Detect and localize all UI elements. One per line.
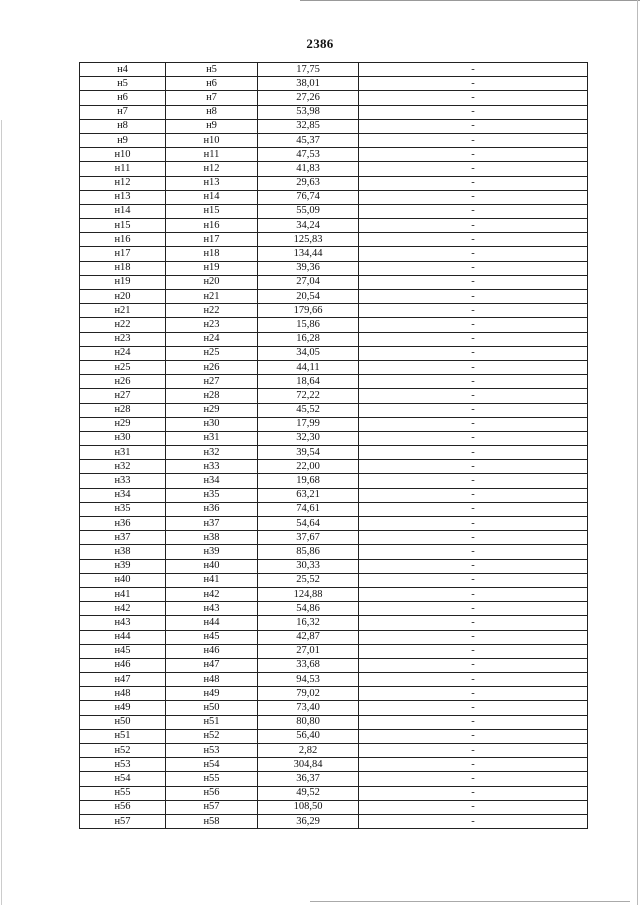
table-row [80,729,588,743]
cell-note: - [359,148,588,162]
cell-point-to: н24 [166,332,258,346]
cell-point-to: н13 [166,176,258,190]
cell-length: 30,33 [258,559,359,573]
cell-point-to: н22 [166,304,258,318]
cell-length: 56,40 [258,729,359,743]
cell-note: - [359,715,588,729]
cell-point-to: н54 [166,758,258,772]
table-row [80,233,588,247]
cell-note: - [359,758,588,772]
cell-point-to: н32 [166,446,258,460]
cell-point-to: н31 [166,431,258,445]
cell-point-to: н14 [166,190,258,204]
scan-edge-bottom [310,901,630,902]
table-row [80,758,588,772]
cell-point-to: н15 [166,204,258,218]
cell-note: - [359,290,588,304]
cell-note: - [359,630,588,644]
cell-point-to: н38 [166,531,258,545]
cell-point-from: н41 [80,587,166,601]
cell-length: 25,52 [258,573,359,587]
cell-length: 42,87 [258,630,359,644]
cell-point-from: н37 [80,531,166,545]
cell-length: 124,88 [258,587,359,601]
table-row [80,105,588,119]
cell-length: 38,01 [258,77,359,91]
table-row [80,148,588,162]
cell-point-to: н51 [166,715,258,729]
cell-point-to: н30 [166,417,258,431]
cell-length: 73,40 [258,701,359,715]
cell-length: 15,86 [258,318,359,332]
table-row [80,587,588,601]
cell-length: 32,85 [258,119,359,133]
cell-length: 39,36 [258,261,359,275]
cell-note: - [359,332,588,346]
cell-note: - [359,502,588,516]
cell-length: 80,80 [258,715,359,729]
table-row [80,531,588,545]
scan-edge-top [300,0,640,1]
cell-point-to: н20 [166,275,258,289]
cell-note: - [359,814,588,828]
cell-length: 74,61 [258,502,359,516]
cell-note: - [359,729,588,743]
cell-point-from: н19 [80,275,166,289]
table-row [80,91,588,105]
cell-length: 18,64 [258,375,359,389]
table-row [80,460,588,474]
cell-point-to: н42 [166,587,258,601]
cell-length: 179,66 [258,304,359,318]
cell-point-from: н10 [80,148,166,162]
cell-point-from: н20 [80,290,166,304]
cell-length: 85,86 [258,545,359,559]
cell-point-to: н33 [166,460,258,474]
cell-point-from: н16 [80,233,166,247]
cell-length: 39,54 [258,446,359,460]
cell-length: 53,98 [258,105,359,119]
table-row [80,63,588,77]
cell-note: - [359,176,588,190]
cell-point-from: н21 [80,304,166,318]
cell-length: 45,37 [258,133,359,147]
cell-note: - [359,658,588,672]
table-row [80,502,588,516]
table-row [80,304,588,318]
cell-point-from: н13 [80,190,166,204]
cell-note: - [359,375,588,389]
table-row [80,389,588,403]
table-row [80,375,588,389]
cell-point-from: н25 [80,360,166,374]
cell-length: 63,21 [258,488,359,502]
cell-length: 29,63 [258,176,359,190]
cell-note: - [359,63,588,77]
cell-point-from: н24 [80,346,166,360]
cell-point-to: н55 [166,772,258,786]
table-row [80,261,588,275]
cell-note: - [359,318,588,332]
cell-note: - [359,545,588,559]
cell-note: - [359,77,588,91]
table-row [80,517,588,531]
cell-point-to: н37 [166,517,258,531]
cell-note: - [359,616,588,630]
cell-note: - [359,460,588,474]
table-row [80,545,588,559]
cell-point-to: н21 [166,290,258,304]
cell-point-to: н19 [166,261,258,275]
cell-point-to: н50 [166,701,258,715]
cell-point-to: н29 [166,403,258,417]
cell-point-to: н57 [166,800,258,814]
cell-note: - [359,133,588,147]
cell-point-to: н10 [166,133,258,147]
cell-point-from: н14 [80,204,166,218]
cell-point-from: н40 [80,573,166,587]
table-row [80,786,588,800]
cell-point-from: н23 [80,332,166,346]
cell-note: - [359,488,588,502]
cell-length: 16,32 [258,616,359,630]
cell-point-to: н43 [166,602,258,616]
cell-point-from: н36 [80,517,166,531]
cell-point-to: н26 [166,360,258,374]
cell-point-to: н18 [166,247,258,261]
cell-length: 72,22 [258,389,359,403]
cell-point-from: н15 [80,219,166,233]
cell-point-to: н52 [166,729,258,743]
cell-point-from: н7 [80,105,166,119]
cell-note: - [359,204,588,218]
table-row [80,644,588,658]
cell-length: 125,83 [258,233,359,247]
cell-note: - [359,701,588,715]
cell-note: - [359,417,588,431]
cell-note: - [359,162,588,176]
cell-point-to: н49 [166,687,258,701]
table-row [80,219,588,233]
cell-point-from: н46 [80,658,166,672]
cell-note: - [359,446,588,460]
cell-length: 34,24 [258,219,359,233]
cell-point-to: н9 [166,119,258,133]
cell-point-to: н17 [166,233,258,247]
cell-point-to: н53 [166,744,258,758]
cell-point-to: н36 [166,502,258,516]
cell-length: 76,74 [258,190,359,204]
cell-point-from: н35 [80,502,166,516]
cell-point-to: н34 [166,474,258,488]
cell-note: - [359,744,588,758]
cell-note: - [359,559,588,573]
cell-length: 36,29 [258,814,359,828]
cell-length: 17,75 [258,63,359,77]
table-row [80,290,588,304]
cell-point-from: н27 [80,389,166,403]
table-row [80,559,588,573]
cell-note: - [359,772,588,786]
cell-note: - [359,190,588,204]
table-row [80,360,588,374]
cell-length: 2,82 [258,744,359,758]
cell-length: 41,83 [258,162,359,176]
cell-length: 49,52 [258,786,359,800]
cell-note: - [359,431,588,445]
cell-note: - [359,786,588,800]
table-row [80,332,588,346]
cell-point-from: н5 [80,77,166,91]
table-row [80,346,588,360]
cell-note: - [359,233,588,247]
cell-point-from: н30 [80,431,166,445]
cell-length: 22,00 [258,460,359,474]
cell-point-to: н23 [166,318,258,332]
cell-length: 54,86 [258,602,359,616]
cell-point-from: н54 [80,772,166,786]
cell-point-to: н7 [166,91,258,105]
cell-length: 44,11 [258,360,359,374]
cell-note: - [359,800,588,814]
cell-length: 16,28 [258,332,359,346]
cell-length: 134,44 [258,247,359,261]
cell-note: - [359,304,588,318]
cell-note: - [359,389,588,403]
cell-point-to: н46 [166,644,258,658]
cell-point-to: н44 [166,616,258,630]
cell-point-from: н49 [80,701,166,715]
boundary-segments-table [79,62,588,829]
cell-point-to: н8 [166,105,258,119]
cell-point-from: н55 [80,786,166,800]
cell-point-from: н17 [80,247,166,261]
table-row [80,318,588,332]
cell-note: - [359,346,588,360]
cell-point-from: н50 [80,715,166,729]
cell-note: - [359,687,588,701]
cell-point-from: н52 [80,744,166,758]
cell-point-to: н41 [166,573,258,587]
cell-point-from: н9 [80,133,166,147]
table-row [80,488,588,502]
cell-point-from: н38 [80,545,166,559]
cell-point-from: н12 [80,176,166,190]
cell-note: - [359,403,588,417]
table-row [80,133,588,147]
cell-note: - [359,474,588,488]
cell-point-from: н42 [80,602,166,616]
table-row [80,162,588,176]
cell-length: 20,54 [258,290,359,304]
cell-point-to: н39 [166,545,258,559]
table-row [80,658,588,672]
cell-length: 304,84 [258,758,359,772]
table-row [80,417,588,431]
table-row [80,403,588,417]
cell-point-from: н34 [80,488,166,502]
page-number: 2386 [306,36,334,51]
table-row [80,119,588,133]
cell-note: - [359,517,588,531]
table-row [80,204,588,218]
cell-length: 94,53 [258,673,359,687]
cell-point-from: н43 [80,616,166,630]
table-row [80,715,588,729]
cell-point-from: н32 [80,460,166,474]
cell-length: 19,68 [258,474,359,488]
cell-length: 108,50 [258,800,359,814]
table-row [80,630,588,644]
cell-point-from: н51 [80,729,166,743]
cell-point-from: н18 [80,261,166,275]
table-row [80,800,588,814]
cell-length: 27,04 [258,275,359,289]
cell-point-from: н45 [80,644,166,658]
cell-length: 36,37 [258,772,359,786]
cell-length: 37,67 [258,531,359,545]
cell-point-from: н44 [80,630,166,644]
cell-point-from: н11 [80,162,166,176]
cell-point-from: н53 [80,758,166,772]
cell-point-from: н8 [80,119,166,133]
cell-length: 27,01 [258,644,359,658]
table-row [80,616,588,630]
cell-point-to: н16 [166,219,258,233]
cell-point-to: н12 [166,162,258,176]
cell-length: 55,09 [258,204,359,218]
table-row [80,275,588,289]
cell-length: 27,26 [258,91,359,105]
table-row [80,190,588,204]
cell-length: 79,02 [258,687,359,701]
cell-point-to: н47 [166,658,258,672]
cell-point-to: н48 [166,673,258,687]
table-row [80,602,588,616]
cell-note: - [359,119,588,133]
cell-point-to: н11 [166,148,258,162]
scan-edge-right [637,0,638,905]
cell-point-from: н22 [80,318,166,332]
table-row [80,176,588,190]
table-row [80,431,588,445]
cell-note: - [359,275,588,289]
table-row [80,446,588,460]
cell-note: - [359,261,588,275]
cell-point-from: н6 [80,91,166,105]
table-row [80,573,588,587]
table-row [80,772,588,786]
cell-note: - [359,105,588,119]
table-row [80,247,588,261]
cell-length: 33,68 [258,658,359,672]
cell-note: - [359,531,588,545]
cell-point-from: н33 [80,474,166,488]
cell-length: 17,99 [258,417,359,431]
cell-point-to: н27 [166,375,258,389]
cell-length: 34,05 [258,346,359,360]
cell-note: - [359,219,588,233]
table-row [80,814,588,828]
cell-length: 54,64 [258,517,359,531]
cell-point-to: н6 [166,77,258,91]
cell-note: - [359,602,588,616]
table-row [80,673,588,687]
table-row [80,687,588,701]
cell-point-from: н28 [80,403,166,417]
cell-point-to: н35 [166,488,258,502]
cell-point-from: н4 [80,63,166,77]
cell-point-to: н40 [166,559,258,573]
scan-edge-left [1,120,2,905]
cell-point-from: н47 [80,673,166,687]
cell-note: - [359,247,588,261]
table-row [80,77,588,91]
table-row [80,701,588,715]
cell-note: - [359,360,588,374]
cell-length: 45,52 [258,403,359,417]
cell-length: 32,30 [258,431,359,445]
cell-point-to: н28 [166,389,258,403]
cell-point-to: н25 [166,346,258,360]
table-row [80,474,588,488]
table-row [80,744,588,758]
cell-note: - [359,573,588,587]
cell-note: - [359,644,588,658]
cell-point-from: н48 [80,687,166,701]
cell-point-to: н45 [166,630,258,644]
cell-point-from: н26 [80,375,166,389]
cell-point-from: н56 [80,800,166,814]
cell-point-to: н58 [166,814,258,828]
cell-point-from: н31 [80,446,166,460]
cell-point-from: н57 [80,814,166,828]
cell-note: - [359,673,588,687]
cell-note: - [359,91,588,105]
cell-length: 47,53 [258,148,359,162]
cell-note: - [359,587,588,601]
cell-point-from: н39 [80,559,166,573]
cell-point-to: н56 [166,786,258,800]
cell-point-to: н5 [166,63,258,77]
cell-point-from: н29 [80,417,166,431]
